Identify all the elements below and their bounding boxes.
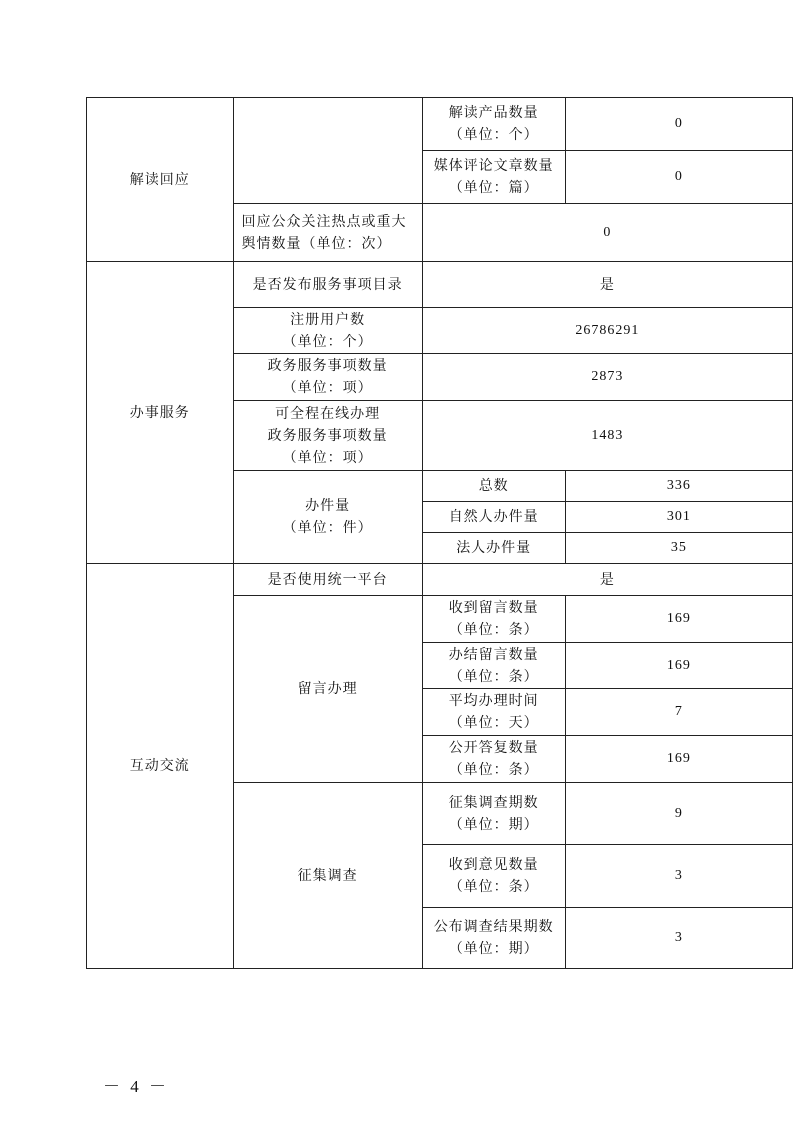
resolved-value: 169 [565, 643, 792, 689]
volume-label: 办件量 （单位：件） [233, 471, 422, 564]
catalog-label: 是否发布服务事项目录 [233, 262, 422, 308]
opinions-value: 3 [565, 845, 792, 908]
hotspot-value: 0 [422, 204, 792, 262]
platform-value: 是 [422, 564, 792, 596]
public-reply-label: 公开答复数量 （单位：条） [422, 736, 565, 783]
legal-person-label: 法人办件量 [422, 533, 565, 564]
items-value: 2873 [422, 354, 792, 401]
users-value: 26786291 [422, 308, 792, 354]
total-value: 336 [565, 471, 792, 502]
products-label: 解读产品数量 （单位：个） [422, 98, 565, 151]
blank-cell [233, 98, 422, 204]
received-value: 169 [565, 596, 792, 643]
natural-person-label: 自然人办件量 [422, 502, 565, 533]
received-label: 收到留言数量 （单位：条） [422, 596, 565, 643]
avg-time-value: 7 [565, 689, 792, 736]
results-value: 3 [565, 908, 792, 969]
survey-count-label: 征集调查期数 （单位：期） [422, 783, 565, 845]
survey-count-value: 9 [565, 783, 792, 845]
table-row [87, 98, 793, 151]
online-label: 可全程在线办理 政务服务事项数量 （单位：项） [233, 401, 422, 471]
category-interpretation: 解读回应 [87, 98, 234, 262]
category-interaction: 互动交流 [87, 564, 234, 969]
media-label: 媒体评论文章数量 （单位：篇） [422, 151, 565, 204]
users-label: 注册用户数 （单位：个） [233, 308, 422, 354]
messages-group: 留言办理 [233, 596, 422, 783]
catalog-value: 是 [422, 262, 792, 308]
page-number: － 4 － [103, 1077, 169, 1096]
table-row [87, 564, 793, 596]
total-label: 总数 [422, 471, 565, 502]
resolved-label: 办结留言数量 （单位：条） [422, 643, 565, 689]
table-row [87, 262, 793, 308]
items-label: 政务服务事项数量 （单位：项） [233, 354, 422, 401]
natural-person-value: 301 [565, 502, 792, 533]
platform-label: 是否使用统一平台 [233, 564, 422, 596]
online-value: 1483 [422, 401, 792, 471]
category-services: 办事服务 [87, 262, 234, 564]
opinions-label: 收到意见数量 （单位：条） [422, 845, 565, 908]
products-value: 0 [565, 98, 792, 151]
results-label: 公布调查结果期数 （单位：期） [422, 908, 565, 969]
avg-time-label: 平均办理时间 （单位：天） [422, 689, 565, 736]
public-reply-value: 169 [565, 736, 792, 783]
legal-person-value: 35 [565, 533, 792, 564]
statistics-table [86, 97, 793, 969]
hotspot-label: 回应公众关注热点或重大 舆情数量（单位：次） [233, 204, 422, 262]
media-value: 0 [565, 151, 792, 204]
survey-group: 征集调查 [233, 783, 422, 969]
